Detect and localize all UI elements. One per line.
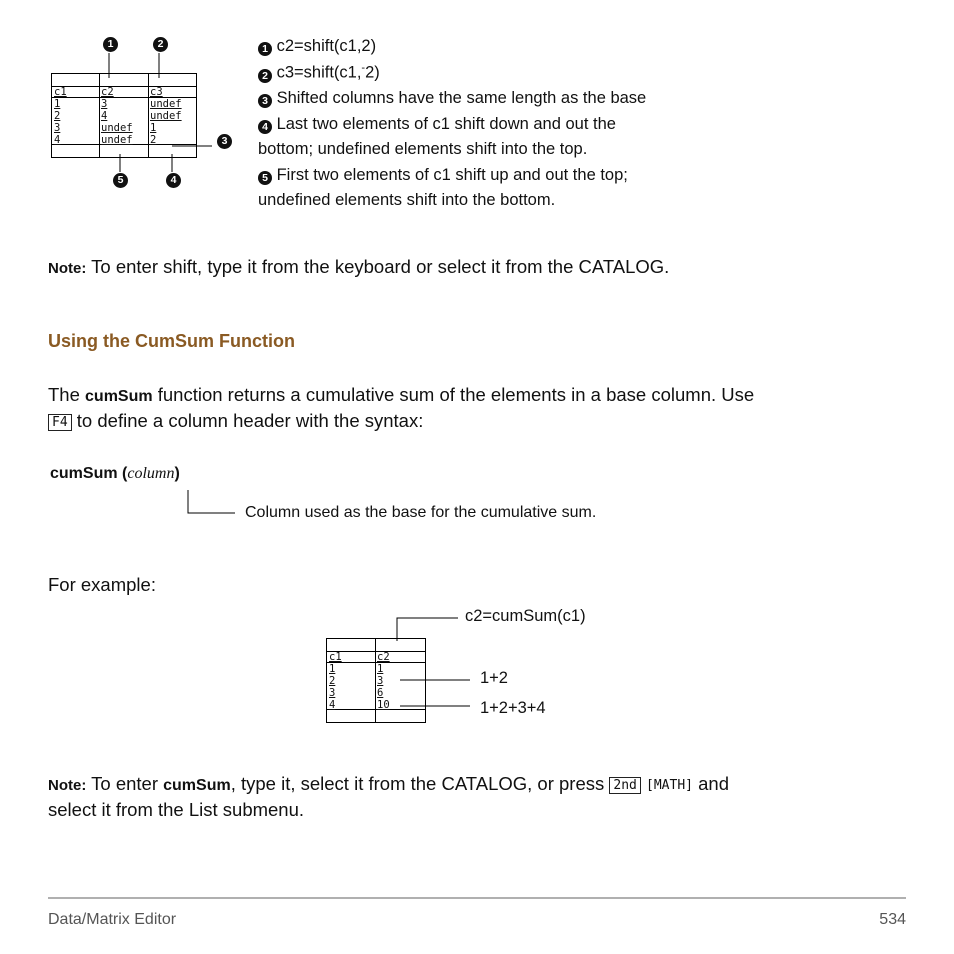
cumsum-header-c1: c1 [329,651,342,663]
note2-mid: , type it, select it from the CATALOG, or press [230,773,610,794]
marker-3-inline: 3 [258,94,272,108]
intro-function-name: cumSum [85,388,153,405]
shift-header-c3: c3 [150,86,163,98]
syntax-close: ) [174,465,180,482]
note-text-1: c2=shift(c1,2) [272,37,377,55]
marker-2: 2 [153,37,168,52]
syntax-callout-line [180,490,250,520]
marker-4: 4 [166,173,181,188]
table-cell: 1 [329,663,336,675]
note-item-2 [258,62,380,83]
marker-5: 5 [113,173,128,188]
table-cell: 3 [329,687,336,699]
table-cell: 10 [377,699,390,711]
note2-pre: To enter [86,773,164,794]
table-cell: 4 [54,134,61,146]
note-label: Note: [48,777,87,794]
marker-2-inline: 2 [258,69,272,83]
intro-line2-text: to define a column header with the syntax: [71,410,424,431]
table-cell: undef [101,122,133,134]
syntax-function: cumSum ( [50,465,128,482]
note-text-2b: 2) [365,63,380,82]
table-cell: 1 [150,122,157,134]
footer-rule [48,897,906,899]
note-cumsum-line-1 [48,773,729,795]
note-text-4a: Last two elements of c1 shift down and out the [272,115,616,133]
math-key-label: MATH [653,778,686,793]
note2-post: and [692,773,729,794]
2nd-key-icon: 2nd [609,777,640,794]
table-cell: undef [150,98,182,110]
note-item-1 [258,37,376,56]
footer-section-title: Data/Matrix Editor [48,911,177,928]
note-text-5a: First two elements of c1 shift up and out the top; [272,166,628,184]
shift-header-c1: c1 [54,86,67,98]
intro-line-2 [48,410,423,432]
callout-cumsum-header: c2=cumSum(c1) [465,607,586,625]
note2-function-name: cumSum [163,777,231,794]
intro-line-1 [48,384,754,406]
marker-1: 1 [103,37,118,52]
marker-1-inline: 1 [258,42,272,56]
note-item-5 [258,166,628,185]
marker-5-inline: 5 [258,171,272,185]
table-cell: 4 [101,110,108,122]
syntax-argument: column [127,465,175,482]
page-number: 534 [879,911,906,928]
math-key-icon: [MATH] [646,778,693,793]
note-text-2a: c3=shift(c1, [272,63,362,82]
note-text-4b: bottom; undefined elements shift into the top. [258,140,588,158]
table-cell: 6 [377,687,384,699]
note-item-3 [258,89,646,108]
table-cell: 4 [329,699,336,711]
callout-row-4: 1+2+3+4 [480,699,546,717]
note-text: To enter shift, type it from the keyboard or select it from the CATALOG. [86,256,670,277]
table-cell: 1 [54,98,61,110]
negative-sign: - [361,62,366,74]
callout-row-2: 1+2 [480,669,508,687]
table-cell: 2 [54,110,61,122]
table-cell: 3 [377,675,384,687]
table-cell: 2 [150,134,157,146]
note-item-4 [258,115,616,134]
note-text-3: Shifted columns have the same length as the base [272,89,647,107]
table-cell: 3 [54,122,61,134]
note-cumsum-line-2: select it from the List submenu. [48,799,305,820]
marker-3: 3 [217,134,232,149]
table-cell: 3 [101,98,108,110]
syntax-callout-text: Column used as the base for the cumulative sum. [245,504,597,521]
table-cell: 2 [329,675,336,687]
intro-post: function returns a cumulative sum of the elements in a base column. Use [152,384,755,405]
example-label: For example: [48,574,156,595]
f4-key-icon: F4 [48,414,72,431]
section-heading: Using the CumSum Function [48,331,295,351]
note-label: Note: [48,260,87,277]
note-text-5b: undefined elements shift into the bottom. [258,191,556,209]
table-cell: undef [150,110,182,122]
intro-pre: The [48,384,86,405]
shift-callout-lines [0,0,260,200]
syntax-line [50,465,180,483]
cumsum-header-c2: c2 [377,651,390,663]
cumsum-table [326,638,426,723]
table-cell: 1 [377,663,384,675]
table-cell: undef [101,134,133,146]
note-shift [48,256,669,278]
shift-header-c2: c2 [101,86,114,98]
marker-4-inline: 4 [258,120,272,134]
